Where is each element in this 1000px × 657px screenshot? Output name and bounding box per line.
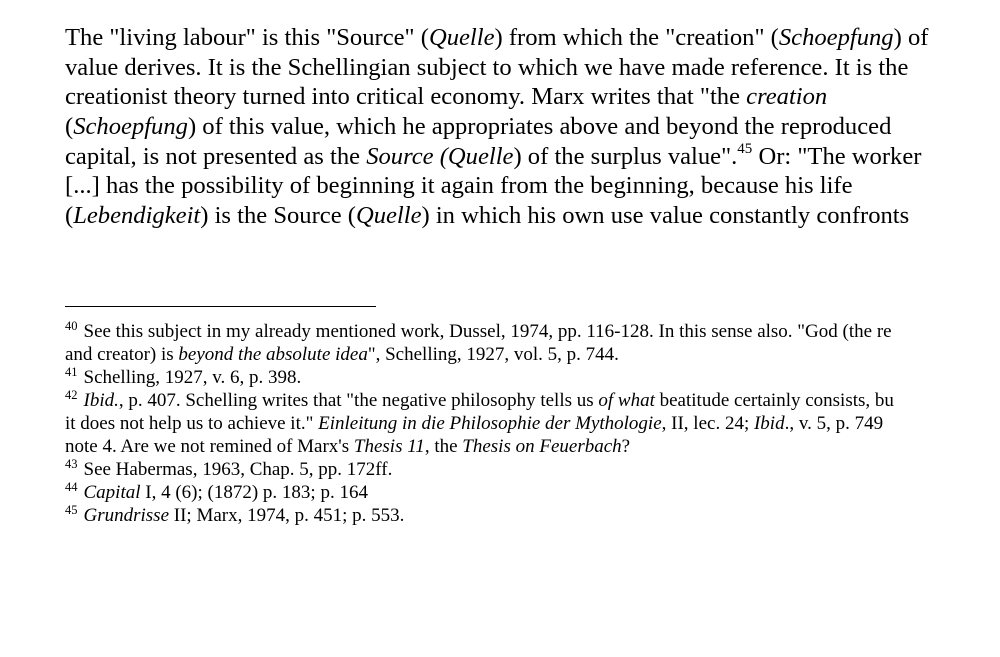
italic-run: Thesis 11 xyxy=(353,436,425,457)
text-run: note 4. Are we not remined of Marx's xyxy=(65,436,354,457)
text-run: ? xyxy=(621,436,631,457)
text-run: [...] has the possibility of beginning it again from the beginning, because his life xyxy=(65,172,853,200)
text-run: and creator) is xyxy=(65,344,179,365)
italic-run: of what xyxy=(598,390,655,411)
text-run: ) of this value, which he appropriates above and beyond the reproduced xyxy=(187,113,892,141)
footnote-40 xyxy=(65,320,1000,343)
text-run: ", Schelling, 1927, vol. 5, p. 744. xyxy=(367,344,619,365)
paragraph-line xyxy=(65,82,1000,112)
text-run: See Habermas, 1963, Chap. 5, pp. 172ff. xyxy=(83,459,393,480)
text-run: ( xyxy=(65,113,74,141)
text-run: ) of xyxy=(893,24,929,51)
footnote-42-continued xyxy=(65,412,1000,435)
italic-run: Grundrisse xyxy=(83,505,170,526)
text-run: II; Marx, 1974, p. 451; p. 553. xyxy=(169,505,405,526)
italic-run: Ibid. xyxy=(83,390,119,411)
text-run: ) of the surplus value". xyxy=(513,142,738,170)
footnote-45 xyxy=(65,504,1000,527)
text-run: , the xyxy=(424,436,463,457)
footnote-number: 43 xyxy=(65,457,78,471)
text-run: , II, lec. 24; xyxy=(661,413,754,434)
text-run: value derives. It is the Schellingian subject to which we have made reference. It is the xyxy=(65,53,909,81)
paragraph-line xyxy=(65,171,1000,201)
italic-run: creation xyxy=(746,83,828,111)
footnote-42-continued xyxy=(65,435,1000,458)
footnote-reference[interactable]: 45 xyxy=(737,140,753,157)
footnotes-section xyxy=(65,320,1000,527)
paragraph-line xyxy=(65,142,1000,172)
footnote-43 xyxy=(65,458,1000,481)
italic-run: beyond the absolute idea xyxy=(178,344,368,365)
text-run: beatitude certainly consists, bu xyxy=(654,390,894,411)
italic-run: Capital xyxy=(83,482,141,503)
text-run: it does not help us to achieve it." xyxy=(65,413,319,434)
footnote-41 xyxy=(65,366,1000,389)
italic-run: Thesis on Feuerbach xyxy=(462,436,622,457)
footnote-40-continued xyxy=(65,343,1000,366)
italic-run: Ibid xyxy=(753,413,785,434)
text-run: I, 4 (6); (1872) p. 183; p. 164 xyxy=(140,482,368,503)
footnote-number: 44 xyxy=(65,480,78,494)
italic-run: Einleitung in die Philosophie der Mythologie xyxy=(318,413,662,434)
footnote-44 xyxy=(65,481,1000,504)
text-run: Schelling, 1927, v. 6, p. 398. xyxy=(83,367,302,388)
text-run: See this subject in my already mentioned work, Dussel, 1974, pp. 116-128. In this sense also. "God (the re xyxy=(83,321,892,342)
paragraph-line xyxy=(65,201,1000,231)
paragraph-line xyxy=(65,112,1000,142)
footnote-number: 42 xyxy=(65,388,78,402)
italic-run: Schoepfung xyxy=(73,113,188,141)
main-paragraph xyxy=(65,23,1000,231)
italic-run: Source (Quelle xyxy=(366,142,514,170)
text-run: ( xyxy=(65,202,74,230)
paragraph-line xyxy=(65,23,1000,53)
italic-run: Quelle xyxy=(428,24,495,51)
footnote-number: 40 xyxy=(65,319,78,333)
text-run: The "living labour" is this "Source" ( xyxy=(65,24,429,51)
text-run: ) is the Source ( xyxy=(200,202,356,230)
footnote-42 xyxy=(65,389,1000,412)
text-run: ., v. 5, p. 749 xyxy=(784,413,884,434)
text-run: creationist theory turned into critical economy. Marx writes that "the xyxy=(65,83,747,111)
text-run: Or: "The worker xyxy=(752,142,922,170)
footnote-number: 45 xyxy=(65,503,78,517)
text-run: ) in which his own use value constantly confronts xyxy=(421,202,910,230)
footnote-separator xyxy=(65,306,376,307)
italic-run: Lebendigkeit xyxy=(73,202,201,230)
italic-run: Quelle xyxy=(355,202,422,230)
italic-run: Schoepfung xyxy=(778,24,894,51)
text-run: , p. 407. Schelling writes that "the negative philosophy tells us xyxy=(118,390,599,411)
text-run: capital, is not presented as the xyxy=(65,142,367,170)
text-run: ) from which the "creation" ( xyxy=(494,24,779,51)
footnote-number: 41 xyxy=(65,365,78,379)
paragraph-line xyxy=(65,53,1000,83)
